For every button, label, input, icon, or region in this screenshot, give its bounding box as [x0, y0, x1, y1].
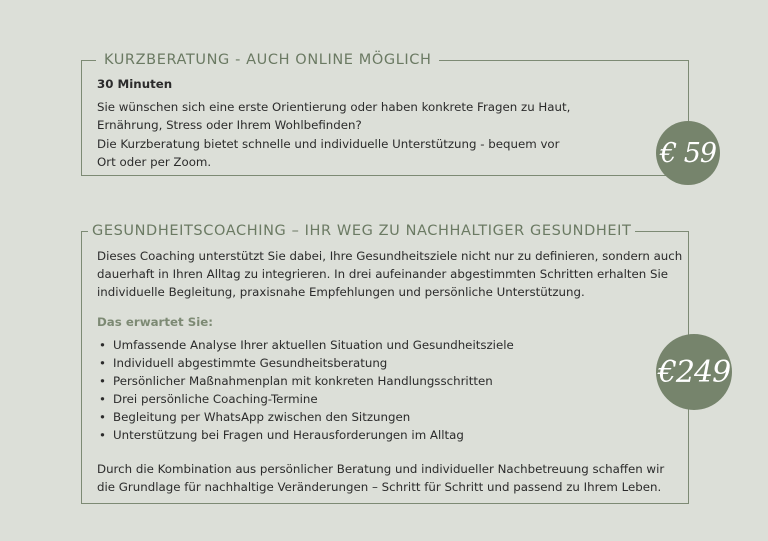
kurzberatung-title: KURZBERATUNG - AUCH ONLINE MÖGLICH [96, 50, 439, 70]
coaching-intro-line2: dauerhaft in Ihren Alltag zu integrieren. In drei aufeinander abgestimmten Schritten erhalten Sie [97, 267, 669, 281]
coaching-price-badge [656, 334, 732, 410]
coaching-intro-line1: Dieses Coaching unterstützt Sie dabei, Ihre Gesundheitsziele nicht nur zu definieren, sondern auch [97, 249, 683, 263]
feature-item: • Begleitung per WhatsApp zwischen den Sitzungen [97, 408, 514, 426]
kurzberatung-paragraph2-line1: Die Kurzberatung bietet schnelle und individuelle Unterstützung - bequem vor [97, 137, 560, 151]
coaching-closing-line2: die Grundlage für nachhaltige Veränderungen – Schritt für Schritt und passend zu Ihrem Leben. [97, 480, 662, 494]
coaching-intro-line3: individuelle Begleitung, praxisnahe Empfehlungen und persönliche Unterstützung. [97, 285, 585, 299]
expect-heading: Das erwartet Sie: [97, 315, 214, 329]
feature-item: • Drei persönliche Coaching-Termine [97, 390, 514, 408]
kurzberatung-paragraph1-line2: Ernährung, Stress oder Ihrem Wohlbefinden? [97, 118, 362, 132]
feature-list [97, 336, 514, 444]
kurzberatung-paragraph2-line2: Ort oder per Zoom. [97, 155, 212, 169]
kurzberatung-price-badge [656, 121, 720, 185]
coaching-price: €249 [657, 354, 731, 390]
kurzberatung-paragraph1-line1: Sie wünschen sich eine erste Orientierung oder haben konkrete Fragen zu Haut, [97, 100, 571, 114]
feature-item: • Umfassende Analyse Ihrer aktuellen Situation und Gesundheitsziele [97, 336, 514, 354]
gesundheitscoaching-title: GESUNDHEITSCOACHING – IHR WEG ZU NACHHALTIGER GESUNDHEIT [88, 221, 635, 241]
feature-item: • Persönlicher Maßnahmenplan mit konkreten Handlungsschritten [97, 372, 514, 390]
feature-item: • Unterstützung bei Fragen und Herausforderungen im Alltag [97, 426, 514, 444]
kurzberatung-price: € 59 [659, 137, 717, 169]
coaching-closing-line1: Durch die Kombination aus persönlicher Beratung und individueller Nachbetreuung schaffen wir [97, 462, 665, 476]
kurzberatung-duration: 30 Minuten [97, 77, 173, 91]
feature-item: • Individuell abgestimmte Gesundheitsberatung [97, 354, 514, 372]
